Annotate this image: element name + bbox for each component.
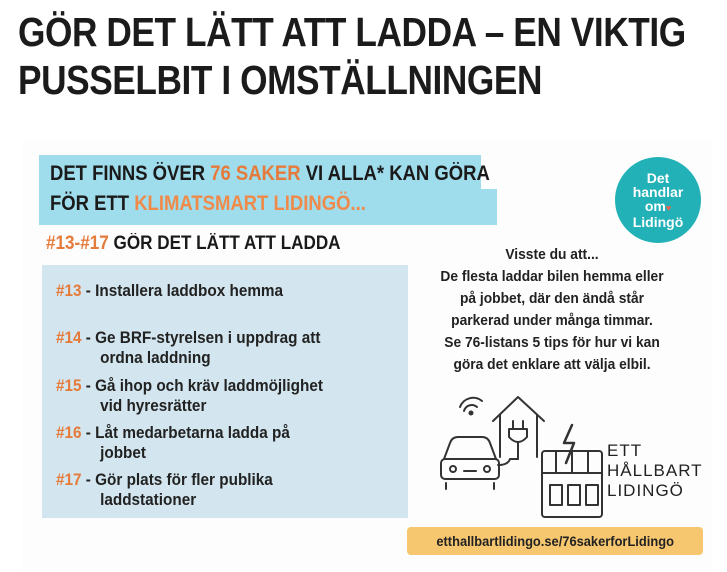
list-item <box>56 328 320 368</box>
banner-text-part: VI ALLA* KAN GÖRA <box>300 162 490 185</box>
infographic-card <box>22 141 712 569</box>
tip-text: - Installera laddbox hemma <box>81 281 284 300</box>
website-url-text[interactable]: etthallbartlidingo.se/76sakerforLidingo <box>436 533 674 549</box>
logo-text-om: om <box>644 198 666 214</box>
banner-highlight-klimatsmart: KLIMATSMART LIDINGÖ... <box>134 192 366 215</box>
article-headline <box>18 8 686 104</box>
tip-text: - Gå ihop och kräv laddmöjlighet <box>81 376 323 395</box>
wifi-signal-icon <box>460 398 482 415</box>
list-item <box>56 470 273 510</box>
tip-text-cont: vid hyresrätter <box>100 396 207 415</box>
brand-line: LIDINGÖ <box>607 481 684 500</box>
heart-icon: ♥ <box>665 203 672 213</box>
fact-line: De flesta laddar bilen hemma eller <box>440 268 664 285</box>
brand-line: ETT <box>607 441 643 460</box>
brand-line: HÅLLBART <box>607 461 703 480</box>
website-url[interactable] <box>407 527 703 555</box>
tip-number: #14 <box>56 328 82 347</box>
list-item <box>56 376 323 416</box>
battery-icon <box>542 425 602 517</box>
banner-text <box>50 159 490 219</box>
fact-line: Visste du att... <box>505 246 599 263</box>
tip-text: - Ge BRF-styrelsen i uppdrag att <box>81 328 321 347</box>
banner-text-part: FÖR ETT <box>50 192 135 215</box>
list-item <box>56 281 283 301</box>
tips-list <box>42 265 408 518</box>
headline-line-1: GÖR DET LÄTT ATT LADDA – EN VIKTIG <box>18 9 686 55</box>
logo-text-line <box>615 199 701 215</box>
banner-highlight-76: 76 SAKER <box>210 162 301 185</box>
tip-text: - Låt medarbetarna ladda på <box>81 423 290 442</box>
tip-text: - Gör plats för fler publika <box>81 470 273 489</box>
fact-line: Se 76-listans 5 tips för hur vi kan <box>444 334 660 351</box>
logo-text-line: Lidingö <box>632 214 684 230</box>
fact-line: göra det enklare att välja elbil. <box>453 356 651 373</box>
fact-box <box>427 244 677 376</box>
section-range: #13-#17 <box>46 233 109 254</box>
fact-line: parkerad under många timmar. <box>451 312 653 329</box>
tip-text-cont: jobbet <box>100 443 146 462</box>
section-title <box>46 233 341 255</box>
ev-charging-illustration <box>438 381 608 521</box>
tip-number: #16 <box>56 423 82 442</box>
tip-text-cont: laddstationer <box>100 490 197 509</box>
tip-number: #15 <box>56 376 82 395</box>
fact-line: på jobbet, där den ändå står <box>459 290 645 307</box>
tip-text-cont: ordna laddning <box>100 348 211 367</box>
tip-number: #13 <box>56 281 82 300</box>
ett-hallbart-lidingo-logo <box>607 441 703 501</box>
list-item <box>56 423 290 463</box>
headline-line-2: PUSSELBIT I OMSTÄLLNINGEN <box>18 57 543 103</box>
det-handlar-om-lidingo-logo <box>615 157 701 243</box>
charger-icon <box>509 421 527 459</box>
car-icon <box>441 437 518 489</box>
tip-number: #17 <box>56 470 82 489</box>
logo-text-line: Det <box>646 170 670 186</box>
banner-text-part: DET FINNS ÖVER <box>50 162 211 185</box>
logo-text-line: handlar <box>632 184 684 200</box>
section-title-text: GÖR DET LÄTT ATT LADDA <box>108 233 341 254</box>
